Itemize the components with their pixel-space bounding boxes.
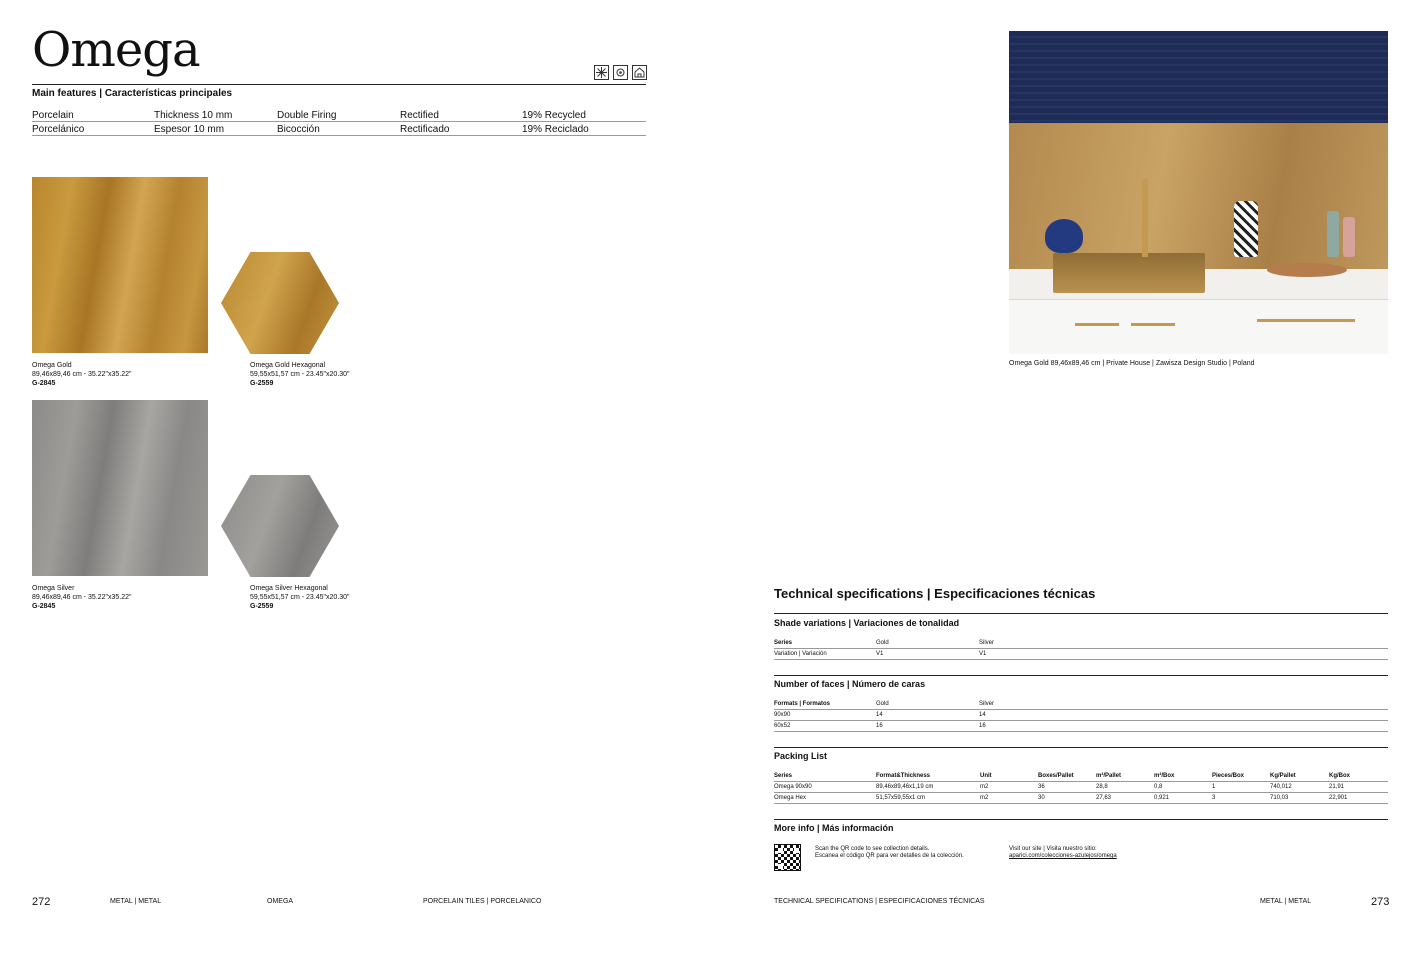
kitchen-photo <box>1009 31 1388 354</box>
more-info-heading: More info | Más información <box>774 823 894 833</box>
table-cell: 36 <box>1038 784 1045 790</box>
number-of-faces-heading: Number of faces | Número de caras <box>774 679 926 689</box>
table-cell: 22,901 <box>1329 795 1348 801</box>
table-cell: 51,57x59,55x1 cm <box>876 795 926 801</box>
table-cell: 16 <box>876 723 883 729</box>
tile-caption: Omega Silver Hexagonal 59,55x51,57 cm - 23.45"x20.30" G-2559 <box>250 585 350 610</box>
table-header-cell: Silver <box>979 701 995 707</box>
table-cell: 90x90 <box>774 712 791 718</box>
feature-en: Rectified <box>400 110 439 121</box>
table-header-cell: m²/Pallet <box>1096 773 1122 779</box>
omega-gold-hexagonal-tile-image <box>221 252 339 354</box>
table-header-cell: Series <box>774 640 793 646</box>
footer-category: METAL | METAL <box>1260 898 1312 905</box>
frost-icon <box>594 65 609 80</box>
table-cell: 1 <box>1212 784 1216 790</box>
feature-icons <box>594 65 647 80</box>
photo-caption: Omega Gold 89,46x89,46 cm | Private House | Zawisza Design Studio | Poland <box>1009 360 1255 367</box>
section-rule <box>774 613 1388 614</box>
visit-site-label: Visit our site | Visita nuestro sitio: <box>1009 846 1097 852</box>
table-cell: 3 <box>1212 795 1216 801</box>
feature-en: Thickness 10 mm <box>154 110 233 121</box>
table-cell: m2 <box>980 795 989 801</box>
table-header-cell: Format&Thickness <box>876 773 931 779</box>
footer-section: TECHNICAL SPECIFICATIONS | ESPECIFICACIONES TÉCNICAS <box>774 898 985 905</box>
table-cell: 21,91 <box>1329 784 1345 790</box>
page-number: 272 <box>32 896 51 908</box>
table-cell: Omega Hex <box>774 795 807 801</box>
table-cell: 0,921 <box>1154 795 1170 801</box>
table-cell: 27,63 <box>1096 795 1112 801</box>
qr-instruction-es: Escanea el código QR para ver detalles de la colección. <box>815 853 964 859</box>
table-cell: V1 <box>979 651 987 657</box>
table-cell: 89,46x89,46x1,19 cm <box>876 784 934 790</box>
tile-caption: Omega Gold 89,46x89,46 cm - 35.22"x35.22" G-2845 <box>32 362 132 387</box>
feature-en: 19% Recycled <box>522 110 586 121</box>
table-cell: 60x52 <box>774 723 791 729</box>
table-cell: 14 <box>979 712 986 718</box>
main-features-heading: Main features | Características principales <box>32 88 233 99</box>
table-cell: V1 <box>876 651 884 657</box>
feature-es: Espesor 10 mm <box>154 124 225 135</box>
technical-specifications-heading: Technical specifications | Especificaciones técnicas <box>774 586 1096 601</box>
footer-collection: OMEGA <box>267 898 294 905</box>
section-rule <box>774 819 1388 820</box>
table-header-cell: Gold <box>876 640 889 646</box>
feature-rule <box>32 135 646 136</box>
table-header-cell: Kg/Pallet <box>1270 773 1296 779</box>
table-cell: 28,8 <box>1096 784 1108 790</box>
footer-category: PORCELAIN TILES | PORCELANICO <box>423 898 542 905</box>
feature-es: 19% Reciclado <box>522 124 589 135</box>
feature-es: Bicocción <box>277 124 320 135</box>
table-header-cell: m²/Box <box>1154 773 1175 779</box>
gear-icon <box>613 65 628 80</box>
table-cell: 30 <box>1038 795 1045 801</box>
page-number: 273 <box>1371 896 1390 908</box>
collection-link[interactable]: aparici.com/colecciones-azulejos/omega <box>1009 853 1117 859</box>
table-cell: Variation | Variación <box>774 651 827 657</box>
section-rule <box>774 747 1388 748</box>
table-cell: m2 <box>980 784 989 790</box>
qr-instruction-en: Scan the QR code to see collection details. <box>815 846 930 852</box>
collection-title: Omega <box>32 22 200 78</box>
table-header-cell: Boxes/Pallet <box>1038 773 1074 779</box>
feature-en: Porcelain <box>32 110 74 121</box>
table-header-cell: Kg/Box <box>1329 773 1350 779</box>
table-header-cell: Pieces/Box <box>1212 773 1245 779</box>
table-header-cell: Formats | Formatos <box>774 701 831 707</box>
feature-es: Porcelánico <box>32 124 85 135</box>
table-cell: 16 <box>979 723 986 729</box>
feature-en: Double Firing <box>277 110 337 121</box>
table-cell: Omega 90x90 <box>774 784 812 790</box>
omega-gold-tile-image <box>32 177 208 353</box>
table-header-cell: Series <box>774 773 793 779</box>
shade-variations-heading: Shade variations | Variaciones de tonalidad <box>774 618 960 628</box>
house-icon <box>632 65 647 80</box>
table-header-cell: Unit <box>980 773 992 779</box>
tile-caption: Omega Silver 89,46x89,46 cm - 35.22"x35.22" G-2845 <box>32 585 132 610</box>
qr-code[interactable] <box>774 844 801 871</box>
footer-section: METAL | METAL <box>110 898 162 905</box>
table-cell: 14 <box>876 712 883 718</box>
omega-silver-tile-image <box>32 400 208 576</box>
table-cell: 710,03 <box>1270 795 1289 801</box>
table-header-cell: Gold <box>876 701 889 707</box>
tile-caption: Omega Gold Hexagonal 59,55x51,57 cm - 23.45"x20.30" G-2559 <box>250 362 350 387</box>
feature-es: Rectificado <box>400 124 450 135</box>
section-rule <box>774 675 1388 676</box>
table-cell: 740,012 <box>1270 784 1292 790</box>
title-rule <box>32 84 646 85</box>
table-header-cell: Silver <box>979 640 995 646</box>
table-cell: 0,8 <box>1154 784 1163 790</box>
omega-silver-hexagonal-tile-image <box>221 475 339 577</box>
packing-list-heading: Packing List <box>774 751 828 761</box>
feature-rule <box>32 121 646 122</box>
